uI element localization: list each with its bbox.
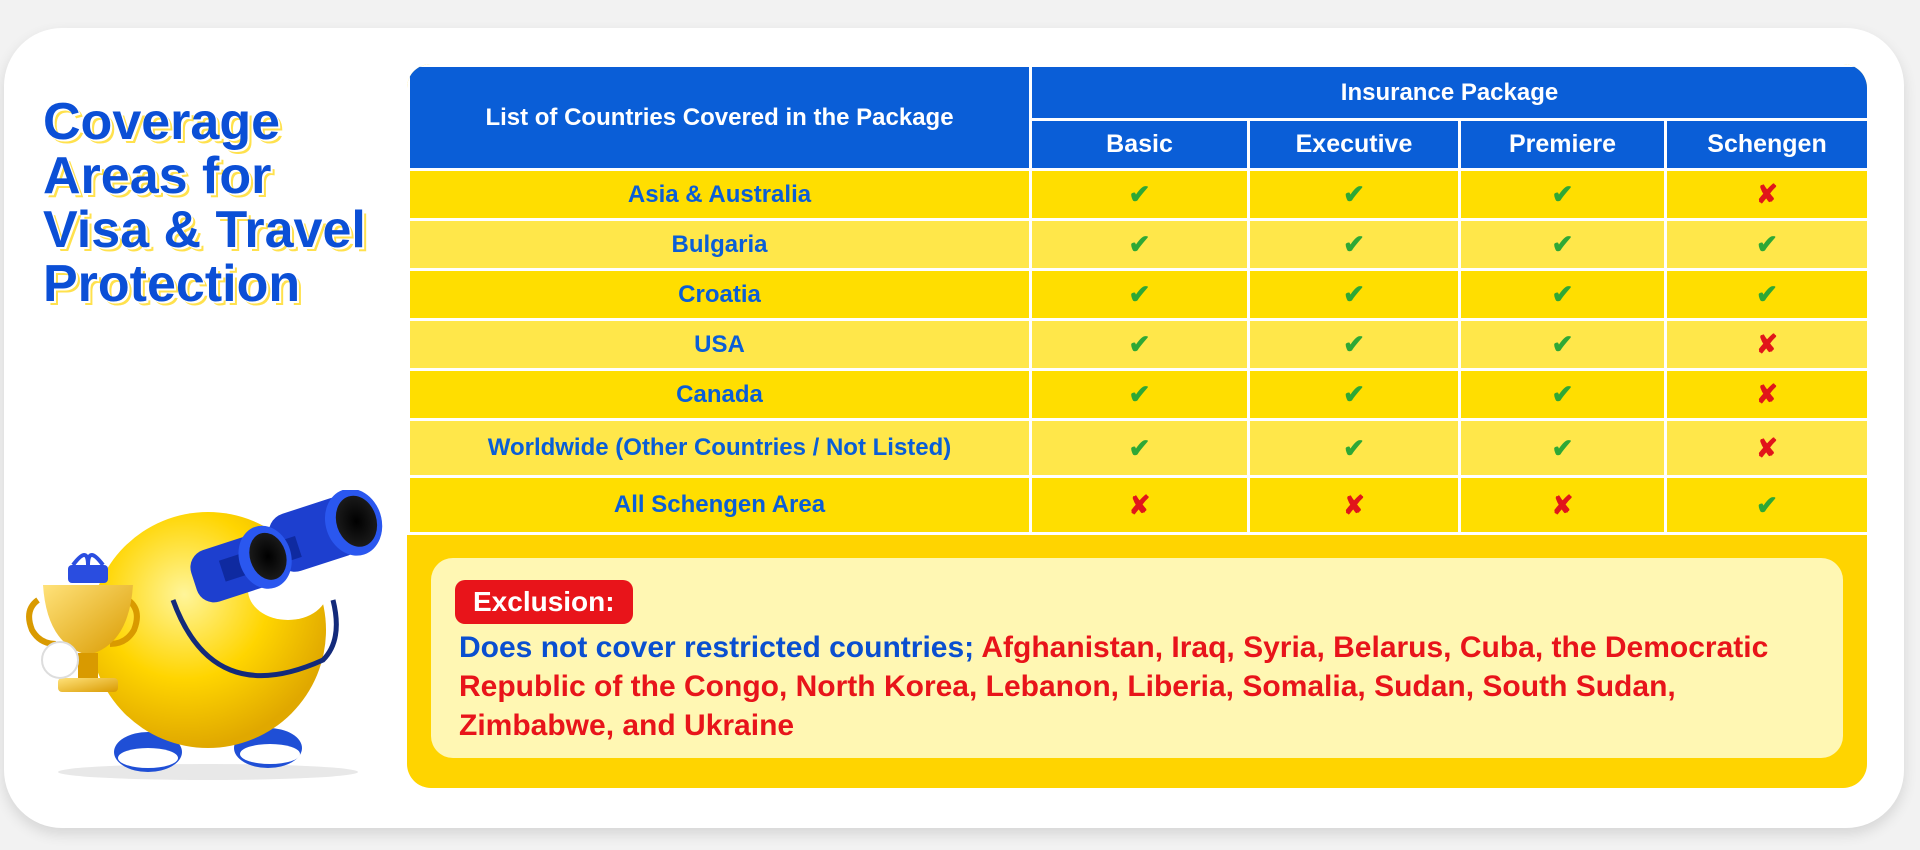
coverage-cell <box>1460 320 1666 370</box>
coverage-panel <box>407 64 1867 788</box>
table-row <box>409 420 1868 477</box>
coverage-cell <box>1460 170 1666 220</box>
header-schengen: Schengen <box>1666 120 1868 170</box>
check-icon: ✔ <box>1128 229 1151 259</box>
coverage-cell <box>1460 477 1666 534</box>
check-icon: ✔ <box>1343 279 1365 309</box>
country-name: All Schengen Area <box>409 477 1031 534</box>
check-icon: ✔ <box>1343 329 1365 359</box>
table-row <box>409 320 1868 370</box>
coverage-cell <box>1031 270 1249 320</box>
country-name: Bulgaria <box>409 220 1031 270</box>
check-icon: ✔ <box>1128 379 1151 409</box>
header-countries: List of Countries Covered in the Package <box>409 66 1031 170</box>
exclusion-box <box>431 558 1843 758</box>
coverage-cell <box>1460 270 1666 320</box>
coverage-cell <box>1666 420 1868 477</box>
header-premiere: Premiere <box>1460 120 1666 170</box>
coverage-cell <box>1666 170 1868 220</box>
check-icon: ✔ <box>1551 329 1574 359</box>
cross-icon: ✘ <box>1756 379 1778 409</box>
coverage-cell <box>1031 370 1249 420</box>
coverage-cell <box>1249 220 1460 270</box>
coverage-cell <box>1249 370 1460 420</box>
check-icon: ✔ <box>1343 379 1365 409</box>
check-icon: ✔ <box>1551 279 1574 309</box>
check-icon: ✔ <box>1343 432 1365 463</box>
exclusion-countries: Afghanistan, Iraq, Syria, Belarus, Cuba, the Democratic Republic of the Congo, North Korea, Lebanon, Liberia, Somalia, Sudan, South Sudan, Zimbabwe, and Ukraine <box>459 631 1769 742</box>
title-line-3: Visa & Travel <box>43 201 366 259</box>
check-icon: ✔ <box>1551 432 1574 463</box>
country-name: Croatia <box>409 270 1031 320</box>
check-icon: ✔ <box>1551 379 1574 409</box>
table-row <box>409 170 1868 220</box>
coverage-cell <box>1249 477 1460 534</box>
table-row <box>409 220 1868 270</box>
check-icon: ✔ <box>1343 229 1365 259</box>
coverage-cell <box>1460 420 1666 477</box>
coverage-cell <box>1666 370 1868 420</box>
country-name: Asia & Australia <box>409 170 1031 220</box>
coverage-cell <box>1249 170 1460 220</box>
coverage-cell <box>1666 320 1868 370</box>
cross-icon: ✘ <box>1756 179 1778 209</box>
check-icon: ✔ <box>1128 179 1151 209</box>
mascot-illustration <box>18 490 428 780</box>
coverage-cell <box>1031 220 1249 270</box>
cross-icon: ✘ <box>1343 489 1365 520</box>
cross-icon: ✘ <box>1128 489 1151 520</box>
table-row <box>409 477 1868 534</box>
coverage-cell <box>1666 477 1868 534</box>
check-icon: ✔ <box>1756 279 1778 309</box>
title-line-2: Areas for <box>43 147 272 205</box>
coverage-cell <box>1249 320 1460 370</box>
table-row <box>409 270 1868 320</box>
cross-icon: ✘ <box>1756 432 1778 463</box>
check-icon: ✔ <box>1128 279 1151 309</box>
header-executive: Executive <box>1249 120 1460 170</box>
check-icon: ✔ <box>1551 229 1574 259</box>
title-line-1: Coverage <box>43 93 280 151</box>
country-name: USA <box>409 320 1031 370</box>
exclusion-text <box>459 628 1829 745</box>
coverage-cell <box>1460 220 1666 270</box>
coverage-cell <box>1031 477 1249 534</box>
coverage-cell <box>1031 420 1249 477</box>
header-insurance-package: Insurance Package <box>1031 66 1868 120</box>
country-name: Worldwide (Other Countries / Not Listed) <box>409 420 1031 477</box>
check-icon: ✔ <box>1128 432 1151 463</box>
coverage-cell <box>1666 220 1868 270</box>
page-title <box>43 95 373 311</box>
check-icon: ✔ <box>1756 489 1778 520</box>
coverage-cell <box>1460 370 1666 420</box>
table-row <box>409 370 1868 420</box>
coverage-cell <box>1031 320 1249 370</box>
coverage-cell <box>1249 420 1460 477</box>
check-icon: ✔ <box>1128 329 1151 359</box>
coverage-cell <box>1031 170 1249 220</box>
country-name: Canada <box>409 370 1031 420</box>
cross-icon: ✘ <box>1756 329 1778 359</box>
title-line-4: Protection <box>43 255 301 313</box>
cross-icon: ✘ <box>1551 489 1574 520</box>
coverage-cell <box>1249 270 1460 320</box>
check-icon: ✔ <box>1756 229 1778 259</box>
exclusion-badge: Exclusion: <box>455 580 633 624</box>
exclusion-lead: Does not cover restricted countries; <box>459 631 982 664</box>
header-basic: Basic <box>1031 120 1249 170</box>
coverage-cell <box>1666 270 1868 320</box>
check-icon: ✔ <box>1343 179 1365 209</box>
coverage-table <box>407 64 1867 535</box>
check-icon: ✔ <box>1551 179 1574 209</box>
